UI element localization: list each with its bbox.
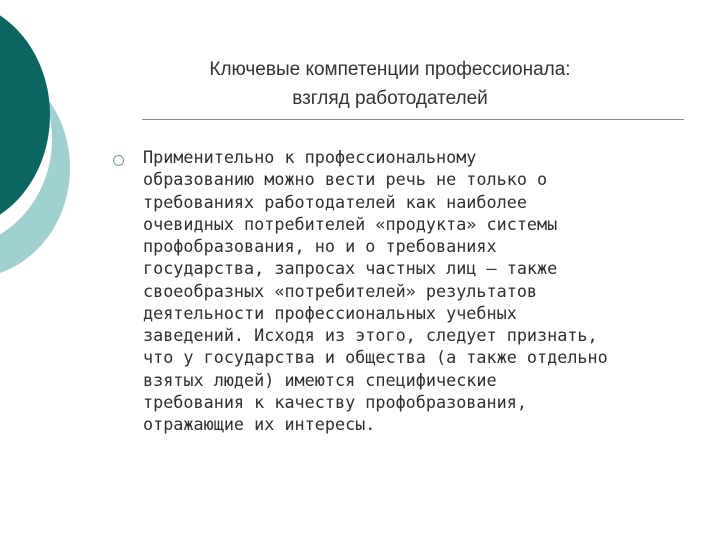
circle-bullet-icon xyxy=(113,155,124,166)
paragraph-line: очевидных потребителей «продукта» системы xyxy=(143,213,558,234)
paragraph-line: требования к качеству профобразования, xyxy=(143,391,527,412)
paragraph-line: деятельности профессиональных учебных xyxy=(143,302,517,323)
slide-title xyxy=(140,55,640,113)
paragraph-line: государства, запросах частных лиц – также xyxy=(143,258,558,279)
title-divider xyxy=(142,119,684,120)
paragraph-line: Применительно к профессиональному xyxy=(143,147,477,167)
slide-title-line: Ключевые компетенции профессионала: xyxy=(209,59,571,80)
bullet-paragraph xyxy=(143,146,691,435)
paragraph-line: отражающие их интересы. xyxy=(143,414,376,434)
slide-title-line: взгляд работодателей xyxy=(292,88,488,109)
paragraph-line: взятых людей) имеются специфические xyxy=(143,369,497,390)
paragraph-line: образованию можно вести речь не только о xyxy=(143,169,548,190)
paragraph-line: своеобразных «потребителей» результатов xyxy=(143,280,538,301)
paragraph-line: заведений. Исходя из этого, следует признать, xyxy=(143,325,598,345)
paragraph-line: профобразования, но и о требованиях xyxy=(143,236,497,256)
paragraph-line: требованиях работодателей как наиболее xyxy=(143,191,527,212)
paragraph-line: что у государства и общества (а также отдельно xyxy=(143,347,608,368)
